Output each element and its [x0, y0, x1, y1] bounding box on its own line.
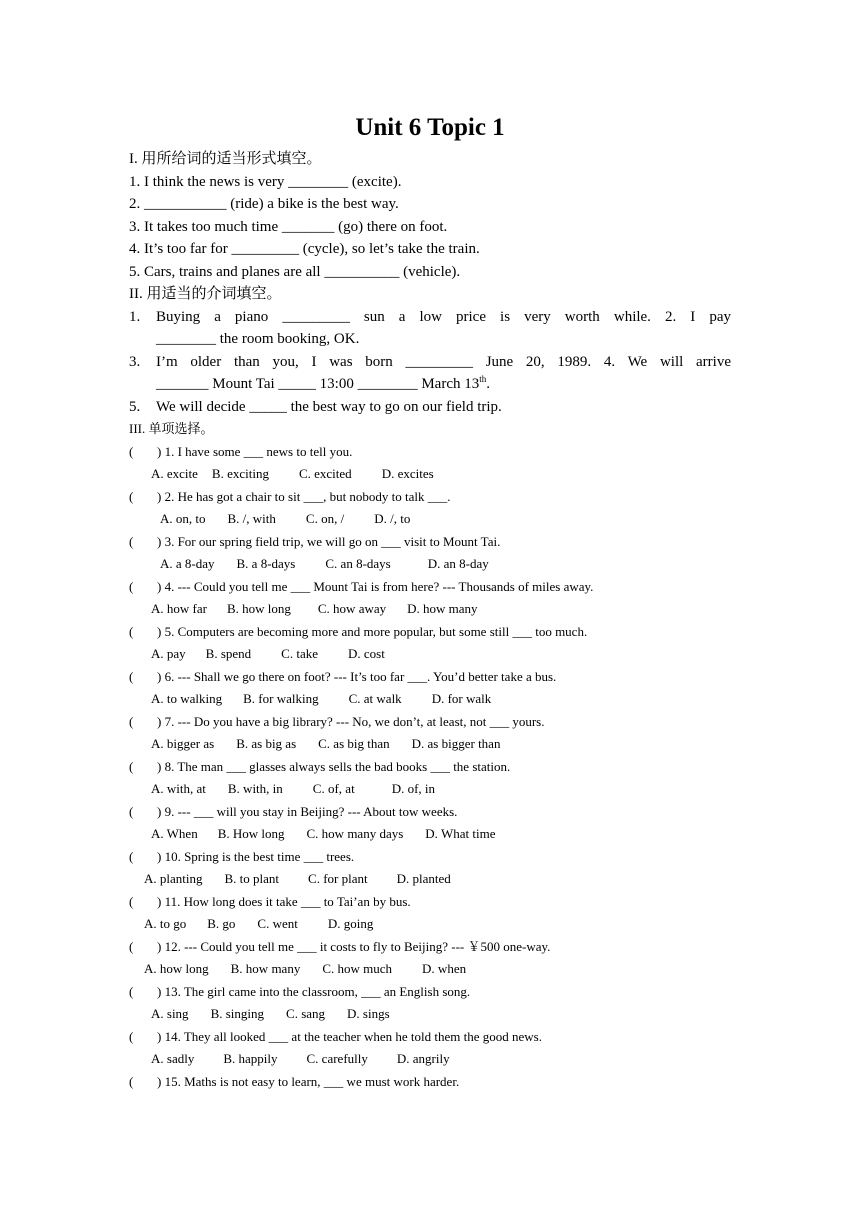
answer-option: A. When: [151, 826, 198, 841]
answer-option: D. an 8-day: [427, 556, 489, 571]
fill-in-item: 3. It takes too much time _______ (go) there on foot.: [129, 218, 448, 235]
answer-option: A. excite: [151, 466, 198, 481]
fill-in-item: 2. ___________ (ride) a bike is the best way.: [129, 196, 399, 212]
answer-blank: (: [129, 983, 134, 999]
page-title: Unit 6 Topic 1: [355, 114, 505, 141]
answer-option: D. sings: [347, 1006, 390, 1021]
answer-option: D. What time: [425, 826, 496, 841]
answer-option: C. carefully: [306, 1051, 368, 1066]
answer-options: [129, 1048, 731, 1071]
answer-option: C. on, /: [305, 511, 345, 526]
answer-option: C. went: [257, 916, 298, 931]
answer-blank: (: [129, 848, 134, 864]
section-2-heading: II. 用适当的介词填空。: [129, 286, 282, 302]
fill-in-item: 4. It’s too far for _________ (cycle), so let’s take the train.: [129, 241, 480, 257]
question-stem: [129, 531, 731, 554]
question-stem: [129, 756, 731, 779]
question-stem: [129, 1026, 731, 1049]
item-text-line: I’m older than you, I was born _________ June 20, 1989. 4. We will arrive: [156, 353, 731, 370]
answer-options: [129, 823, 731, 846]
answer-option: A. to go: [144, 916, 187, 931]
answer-options: [129, 958, 731, 981]
answer-blank: (: [129, 758, 134, 774]
answer-blank: (: [129, 668, 134, 684]
section-1-heading: I. 用所给词的适当形式填空。: [129, 151, 322, 167]
answer-option: B. how long: [226, 601, 291, 616]
answer-options: [129, 463, 731, 486]
answer-option: B. a 8-days: [236, 556, 296, 571]
answer-blank: (: [129, 578, 134, 594]
answer-option: D. cost: [348, 646, 385, 661]
answer-option: A. planting: [144, 871, 203, 886]
question-stem: [129, 576, 731, 599]
answer-options: [129, 868, 731, 891]
answer-options: [129, 913, 731, 936]
answer-blank: (: [129, 488, 134, 504]
answer-options: [129, 553, 731, 576]
section-1-items: [129, 171, 731, 284]
item-text-line: We will decide _____ the best way to go on our field trip.: [156, 398, 502, 415]
answer-option: D. going: [327, 916, 374, 931]
answer-option: D. as bigger than: [411, 736, 501, 751]
answer-options: [129, 508, 731, 531]
preposition-item: [129, 396, 731, 419]
answer-option: A. bigger as: [151, 736, 215, 751]
answer-options: [129, 643, 731, 666]
question-stem: [129, 1071, 731, 1094]
answer-blank: (: [129, 713, 134, 729]
answer-option: B. go: [207, 916, 236, 931]
question-stem: [129, 711, 731, 734]
answer-option: B. happily: [223, 1051, 278, 1066]
answer-option: C. for plant: [308, 871, 368, 886]
question-stem: [129, 846, 731, 869]
answer-blank: (: [129, 443, 134, 459]
answer-options: [129, 778, 731, 801]
answer-option: D. planted: [396, 871, 451, 886]
answer-options: [129, 688, 731, 711]
answer-option: D. for walk: [431, 691, 492, 706]
answer-option: A. a 8-day: [160, 556, 215, 571]
item-number: 5.: [129, 398, 141, 415]
item-text-segment: _______ Mount Tai _____ 13:00 ________ March 13: [156, 376, 480, 392]
answer-option: C. at walk: [348, 691, 402, 706]
answer-option: B. as big as: [236, 736, 297, 751]
answer-option: A. how far: [151, 601, 207, 616]
answer-option: C. excited: [298, 466, 352, 481]
answer-blank: (: [129, 938, 134, 954]
question-text: ) 10. Spring is the best time ___ trees.: [157, 848, 355, 864]
item-text-line: Buying a piano _________ sun a low price is very worth while. 2. I pay: [156, 308, 731, 325]
question-text: ) 5. Computers are becoming more and more popular, but some still ___ too much.: [157, 623, 588, 639]
item-text-segment: .: [486, 376, 491, 392]
question-text: ) 12. --- Could you tell me ___ it costs to fly to Beijing? --- ￥500 one-way.: [157, 938, 551, 954]
answer-option: A. sing: [151, 1006, 189, 1021]
answer-option: D. angrily: [396, 1051, 450, 1066]
preposition-item: [129, 351, 731, 396]
question-stem: [129, 936, 731, 959]
question-text: ) 3. For our spring field trip, we will go on ___ visit to Mount Tai.: [157, 533, 501, 549]
answer-blank: (: [129, 893, 134, 909]
question-text: ) 14. They all looked ___ at the teacher when he told them the good news.: [157, 1028, 542, 1044]
answer-option: D. how many: [407, 601, 478, 616]
question-stem: [129, 621, 731, 644]
item-text: [156, 306, 731, 351]
answer-option: B. how many: [230, 961, 301, 976]
answer-option: B. spend: [205, 646, 252, 661]
question-text: ) 8. The man ___ glasses always sells the bad books ___ the station.: [157, 758, 511, 774]
worksheet-page: [129, 110, 731, 1093]
answer-option: B. with, in: [227, 781, 283, 796]
answer-option: C. how much: [322, 961, 393, 976]
item-text: [156, 396, 731, 419]
section-3-heading: III. 单项选择。: [129, 421, 214, 436]
item-number: 3.: [129, 353, 141, 370]
question-text: ) 13. The girl came into the classroom, ___ an English song.: [157, 983, 471, 999]
answer-option: C. of, at: [312, 781, 355, 796]
answer-option: A. to walking: [151, 691, 223, 706]
question-text: ) 7. --- Do you have a big library? --- No, we don’t, at least, not ___ yours.: [157, 713, 545, 729]
answer-blank: (: [129, 803, 134, 819]
answer-option: A. with, at: [151, 781, 206, 796]
answer-options: [129, 598, 731, 621]
section-3-questions: [129, 441, 731, 1094]
preposition-item: [129, 306, 731, 351]
answer-option: C. how away: [317, 601, 387, 616]
answer-option: B. exciting: [211, 466, 269, 481]
answer-blank: (: [129, 623, 134, 639]
question-stem: [129, 486, 731, 509]
answer-option: D. when: [422, 961, 467, 976]
answer-option: A. pay: [151, 646, 186, 661]
section-2-items: [129, 306, 731, 419]
answer-option: D. excites: [381, 466, 434, 481]
item-number: 1.: [129, 308, 141, 325]
answer-option: C. how many days: [306, 826, 404, 841]
answer-blank: (: [129, 533, 134, 549]
answer-blank: (: [129, 1073, 134, 1089]
question-stem: [129, 441, 731, 464]
question-text: ) 11. How long does it take ___ to Tai’an by bus.: [157, 893, 411, 909]
question-stem: [129, 801, 731, 824]
fill-in-item: 5. Cars, trains and planes are all __________ (vehicle).: [129, 263, 461, 280]
answer-option: D. /, to: [374, 511, 411, 526]
answer-option: B. to plant: [224, 871, 280, 886]
answer-option: B. How long: [217, 826, 285, 841]
answer-option: A. on, to: [160, 511, 206, 526]
answer-options: [129, 1003, 731, 1026]
answer-options: [129, 733, 731, 756]
question-text: ) 1. I have some ___ news to tell you.: [157, 443, 353, 459]
answer-option: B. for walking: [243, 691, 319, 706]
fill-in-item: 1. I think the news is very ________ (excite).: [129, 173, 402, 190]
question-text: ) 15. Maths is not easy to learn, ___ we must work harder.: [157, 1073, 460, 1089]
answer-option: A. sadly: [151, 1051, 195, 1066]
answer-option: D. of, in: [391, 781, 436, 796]
question-text: ) 2. He has got a chair to sit ___, but nobody to talk ___.: [157, 488, 451, 504]
answer-option: A. how long: [144, 961, 209, 976]
answer-option: C. sang: [286, 1006, 326, 1021]
answer-option: B. /, with: [227, 511, 276, 526]
item-text-segment: ________ the room booking, OK.: [156, 331, 360, 347]
answer-option: C. an 8-days: [325, 556, 391, 571]
question-text: ) 9. --- ___ will you stay in Beijing? --- About tow weeks.: [157, 803, 458, 819]
item-text-line: [156, 373, 731, 396]
ordinal-suffix: th: [479, 374, 487, 384]
question-stem: [129, 981, 731, 1004]
question-stem: [129, 666, 731, 689]
question-stem: [129, 891, 731, 914]
answer-option: C. take: [281, 646, 318, 661]
question-text: ) 4. --- Could you tell me ___ Mount Tai is from here? --- Thousands of miles away.: [157, 578, 594, 594]
question-text: ) 6. --- Shall we go there on foot? --- It’s too far ___. You’d better take a bus.: [157, 668, 557, 684]
item-text-line: [156, 328, 731, 351]
answer-blank: (: [129, 1028, 134, 1044]
item-text: [156, 351, 731, 396]
answer-option: B. singing: [210, 1006, 265, 1021]
answer-option: C. as big than: [318, 736, 390, 751]
